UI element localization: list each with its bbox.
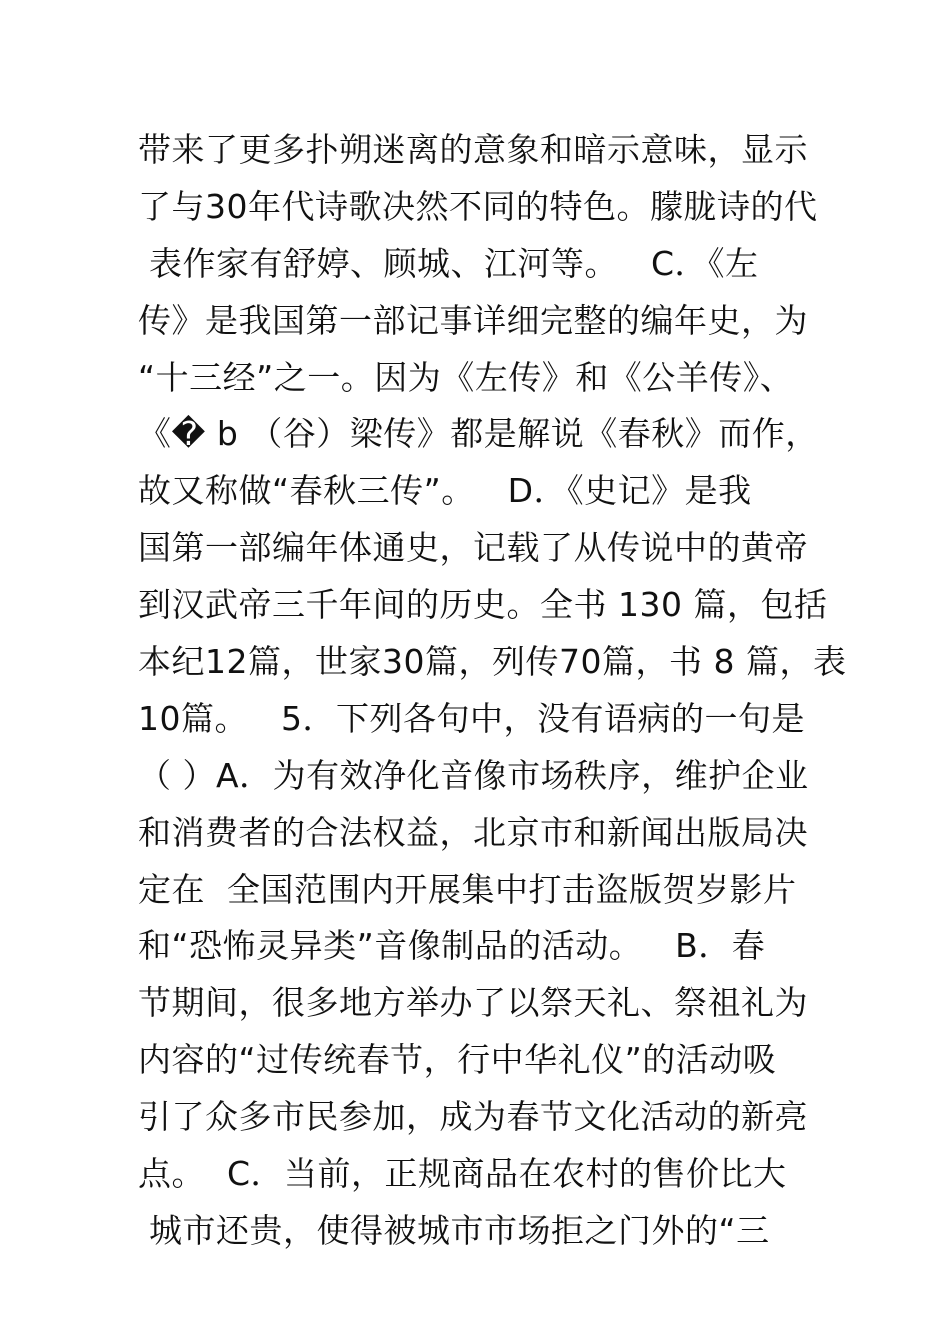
text-line: 故又称做“春秋三传”。 D．《史记》是我: [138, 471, 752, 511]
text-line: 《� b （谷）梁传》都是解说《春秋》而作，: [138, 414, 819, 454]
text-line: 带来了更多扑朔迷离的意象和暗示意味，显示: [138, 130, 808, 169]
text-line: 城市还贵，使得被城市市场拒之门外的“三: [138, 1210, 770, 1250]
text-line: 传》是我国第一部记事详细完整的编年史，为: [138, 300, 808, 340]
text-line: 表作家有舒婷、顾城、江河等。 C．《左: [138, 243, 759, 283]
text-line: “十三经”之一。因为《左传》和《公羊传》、: [138, 357, 794, 397]
text-line: 了与30年代诗歌决然不同的特色。朦胧诗的代: [138, 186, 818, 226]
text-line: 到汉武帝三千年间的历史。全书 130 篇，包括: [138, 585, 828, 625]
text-line: 内容的“过传统春节，行中华礼仪”的活动吸: [138, 1040, 777, 1080]
text-line: 点。 C．当前，正规商品在农村的售价比大: [138, 1154, 787, 1194]
text-line: 定在 全国范围内开展集中打击盗版贺岁影片: [138, 869, 797, 909]
text-line: （ ）A．为有效净化音像市场秩序，维护企业: [138, 755, 809, 795]
text-line: 10篇。 5．下列各句中，没有语病的一句是: [138, 698, 805, 738]
text-line: 本纪12篇，世家30篇，列传70篇，书 8 篇，表: [138, 642, 847, 682]
document-text-body: [138, 122, 847, 1260]
text-line: 节期间，很多地方举办了以祭天礼、祭祖礼为: [138, 983, 808, 1023]
text-line: 国第一部编年体通史，记载了从传说中的黄帝: [138, 528, 808, 568]
text-line: 和消费者的合法权益，北京市和新闻出版局决: [138, 812, 808, 852]
text-line: 和“恐怖灵异类”音像制品的活动。 B．春: [138, 926, 766, 966]
text-line: 引了众多市民参加，成为春节文化活动的新亮: [138, 1097, 808, 1137]
